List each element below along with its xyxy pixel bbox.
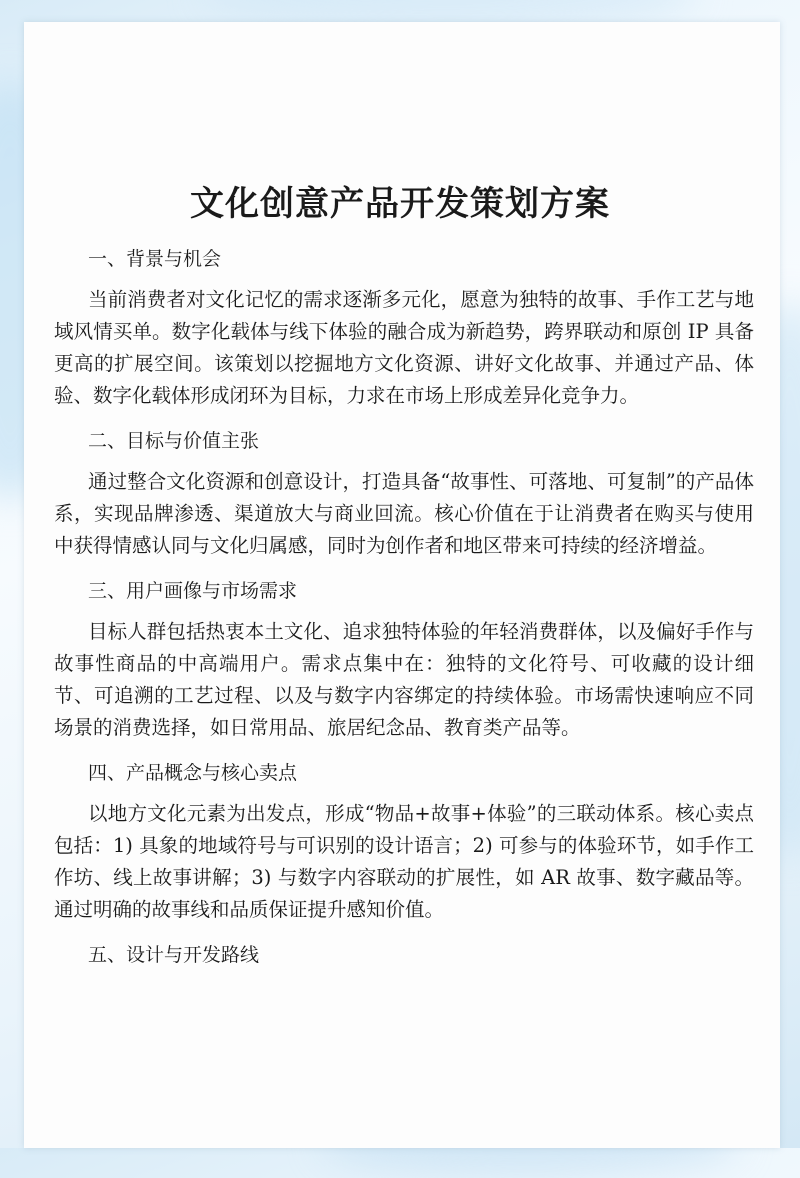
section-background (54, 244, 754, 412)
section-design-route (54, 940, 754, 970)
document-body (54, 244, 754, 980)
section-heading: 一、背景与机会 (88, 248, 222, 270)
section-heading: 四、产品概念与核心卖点 (88, 762, 298, 784)
section-users (54, 576, 754, 744)
section-paragraph: 当前消费者对文化记忆的需求逐渐多元化，愿意为独特的故事、手作工艺与地域风情买单。数字化载体与线下体验的融合成为新趋势，跨界联动和原创 IP 具备更高的扩展空间。该策划以挖掘地方文化资源、讲好文化故事、并通过产品、体验、数字化载体形成闭环为目标，力求在市场上形成差异化竞争力。 (54, 288, 754, 407)
document-title: 文化创意产品开发策划方案 (190, 184, 610, 224)
section-paragraph: 目标人群包括热衷本土文化、追求独特体验的年轻消费群体，以及偏好手作与故事性商品的中高端用户。需求点集中在：独特的文化符号、可收藏的设计细节、可追溯的工艺过程、以及与数字内容绑定的持续体验。市场需快速响应不同场景的消费选择，如日常用品、旅居纪念品、教育类产品等。 (54, 620, 754, 739)
section-goals (54, 426, 754, 562)
section-heading: 三、用户画像与市场需求 (88, 580, 298, 602)
section-paragraph: 通过整合文化资源和创意设计，打造具备“故事性、可落地、可复制”的产品体系，实现品牌渗透、渠道放大与商业回流。核心价值在于让消费者在购买与使用中获得情感认同与文化归属感，同时为创作者和地区带来可持续的经济增益。 (54, 470, 754, 557)
section-heading: 二、目标与价值主张 (88, 430, 260, 452)
section-paragraph: 以地方文化元素为出发点，形成“物品+故事+体验”的三联动体系。核心卖点包括：1) 具象的地域符号与可识别的设计语言；2) 可参与的体验环节，如手作工作坊、线上故事讲解；3) 与数字内容联动的扩展性，如 AR 故事、数字藏品等。通过明确的故事线和品质保证提升感知价值。 (54, 802, 754, 921)
section-heading: 五、设计与开发路线 (88, 944, 260, 966)
section-product-concept (54, 758, 754, 926)
